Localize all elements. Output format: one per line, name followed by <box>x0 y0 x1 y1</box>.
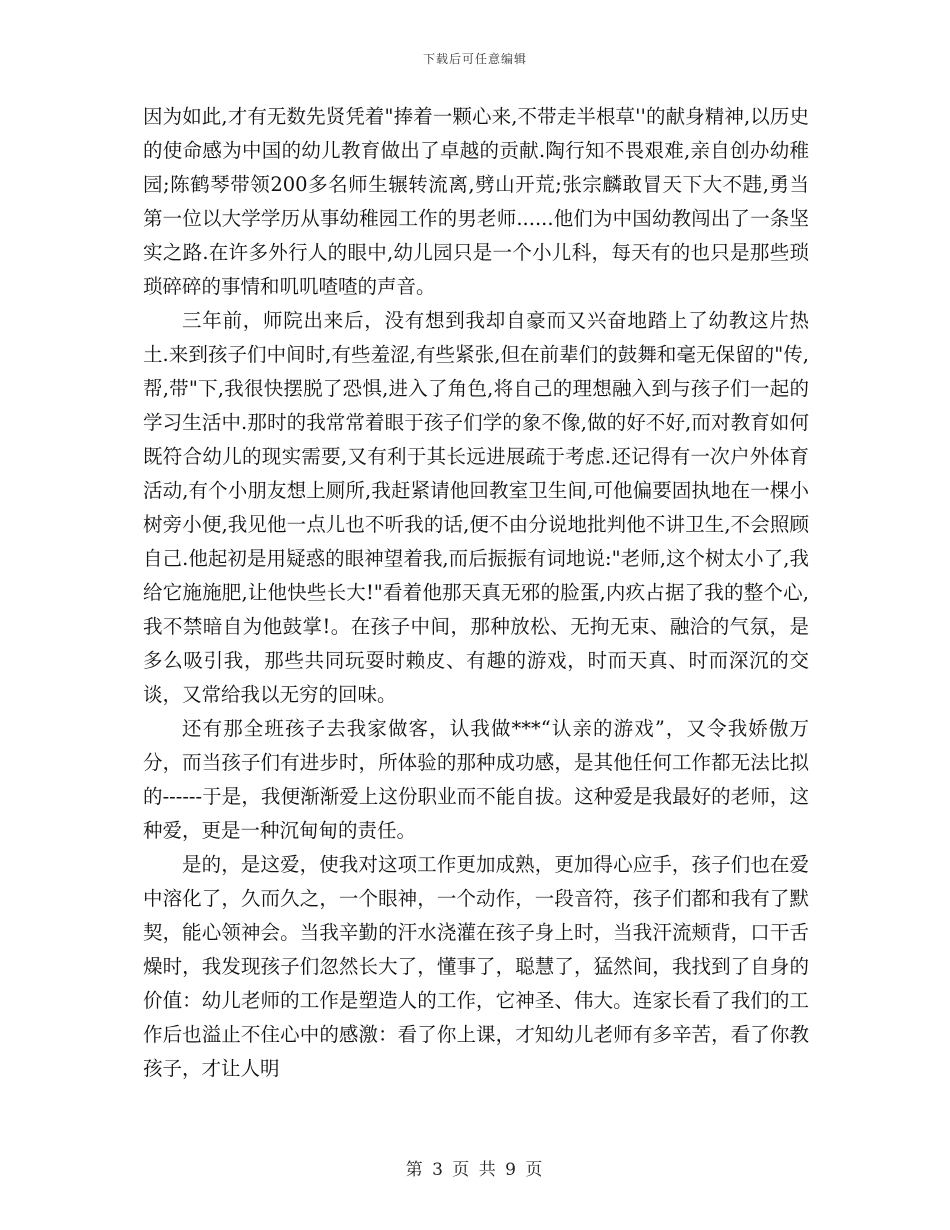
document-body <box>143 100 809 1086</box>
paragraph-1: 因为如此,才有无数先贤凭着"捧着一颗心来,不带走半根草''的献身精神,以历史的使命感为中国的幼儿教育做出了卓越的贡献.陶行知不畏艰难,亲自创办幼稚园;陈鹤琴带领200多名师生辗转流离,劈山开荒;张宗麟敢冒天下大不韪,勇当第一位以大学学历从事幼稚园工作的男老师......他们为中国幼教闯出了一条坚实之路.在许多外行人的眼中,幼儿园只是一个小儿科，每天有的也只是那些琐琐碎碎的事情和叽叽喳喳的声音。 <box>143 105 809 298</box>
paragraph-2: 三年前，师院出来后，没有想到我却自豪而又兴奋地踏上了幼教这片热土.来到孩子们中间时,有些羞涩,有些紧张,但在前辈们的鼓舞和毫无保留的"传,帮,带"下,我很快摆脱了恐惧,进入了角色,将自己的理想融入到与孩子们一起的学习生活中.那时的我常常着眼于孩子们学的象不像,做的好不好,而对教育如何既符合幼儿的现实需要,又有利于其长远进展疏于考虑.还记得有一次户外体育活动,有个小朋友想上厕所,我赶紧请他回教室卫生间,可他偏要固执地在一棵小树旁小便,我见他一点儿也不听我的话,便不由分说地批判他不讲卫生,不会照顾自己.他起初是用疑惑的眼神望着我,而后振振有词地说:"老师,这个树太小了,我给它施施肥,让他快些长大!"看着他那天真无邪的脸蛋,内疚占据了我的整个心,我不禁暗自为他鼓掌!。在孩子中间，那种放松、无拘无束、融洽的气氛，是多么吸引我，那些共同玩耍时赖皮、有趣的游戏，时而天真、时而深沉的交谈，又常给我以无穷的回味。 <box>143 309 809 706</box>
paragraph-3: 还有那全班孩子去我家做客，认我做***“认亲的游戏”，又令我娇傲万分，而当孩子们有进步时，所体验的那种成功感，是其他任何工作都无法比拟的------于是，我便渐渐爱上这份职业而不能自拔。这种爱是我最好的老师，这种爱，更是一种沉甸甸的责任。 <box>143 717 809 842</box>
page-number: 第 3 页 共 9 页 <box>405 1160 545 1180</box>
page-header-note: 下载后可任意编辑 <box>422 52 527 66</box>
paragraph-4: 是的，是这爱，使我对这项工作更加成熟，更加得心应手，孩子们也在爱中溶化了，久而久之，一个眼神，一个动作，一段音符，孩子们都和我有了默契，能心领神会。当我辛勤的汗水浇灌在孩子身上时，当我汗流颊背，口干舌燥时，我发现孩子们忽然长大了，懂事了，聪慧了，猛然间，我找到了自身的价值：幼儿老师的工作是塑造人的工作，它神圣、伟大。连家长看了我们的工作后也溢止不住心中的感激：看了你上课，才知幼儿老师有多辛苦，看了你教孩子，才让人明 <box>143 853 809 1080</box>
